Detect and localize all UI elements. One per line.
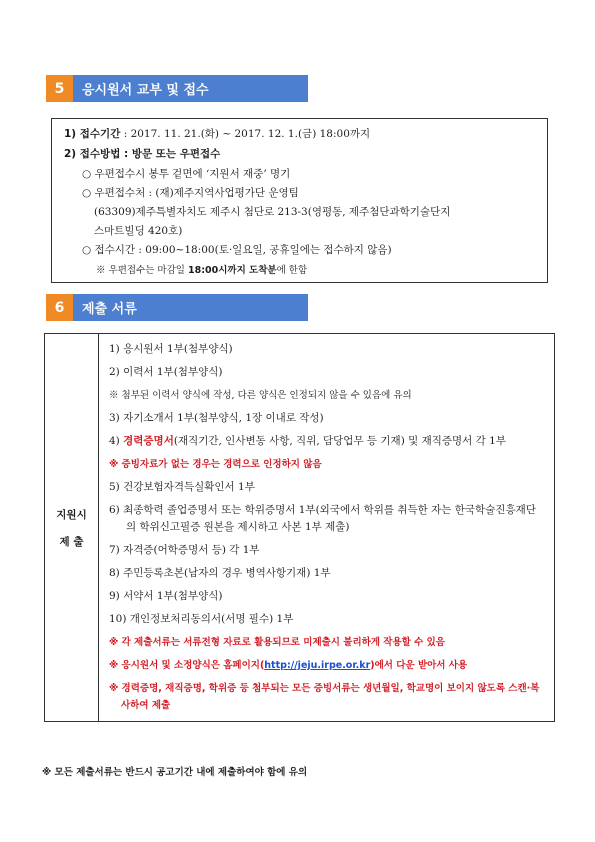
section-5-title: 응시원서 교부 및 접수 xyxy=(73,75,308,102)
documents-table xyxy=(44,333,555,722)
deadline-emphasis: 18:00시까지 도착분 xyxy=(187,265,277,276)
bullet-hours: ○ 접수시간 : 09:00~18:00(토·일요일, 공휴일에는 접수하지 않음) xyxy=(82,244,392,256)
period-line xyxy=(64,126,370,141)
list-item: 9) 서약서 1부(첨부양식) xyxy=(109,590,223,602)
period-value: : 2017. 11. 21.(화) ~ 2017. 12. 1.(금) 18:00까지 xyxy=(123,128,371,140)
homepage-link[interactable]: http://jeju.irpe.or.kr xyxy=(264,660,371,671)
privacy-scan-note: ※ 경력증명, 재직증명, 학위증 등 첨부되는 모든 증빙서류는 생년월일, 학교명이 보이지 않도록 스캔·복사하여 제출 xyxy=(109,683,540,711)
section-6-number: 6 xyxy=(46,294,73,321)
list-item: 6) 최종학력 졸업증명서 또는 학위증명서 1부(외국에서 학위를 취득한 자는 한국학술진흥재단의 학위신고필증 원본을 제시하고 사본 1부 제출) xyxy=(109,504,536,533)
section-5-header xyxy=(46,75,308,102)
footer-note: ※ 모든 제출서류는 반드시 공고기간 내에 제출하여야 함에 유의 xyxy=(42,767,308,778)
list-item: 7) 자격증(어학증명서 등) 각 1부 xyxy=(109,544,260,556)
section-6-header xyxy=(46,294,308,321)
career-cert-emphasis: 경력증명서 xyxy=(123,435,174,447)
homepage-note: ※ 응시원서 및 소정양식은 홈페이지(http://jeju.irpe.or.kr)에서 다운 받아서 사용 xyxy=(109,660,468,671)
submission-warning-note: ※ 각 제출서류는 서류전형 자료로 활용되므로 미제출시 불리하게 작용할 수 있음 xyxy=(109,637,445,648)
list-item: 3) 자기소개서 1부(첨부양식, 1장 이내로 작성) xyxy=(109,412,324,424)
method-line: 2) 접수방법 : 방문 또는 우편접수 xyxy=(64,148,221,160)
list-item: 1) 응시원서 1부(첨부양식) xyxy=(109,343,233,355)
resume-format-note: ※ 첨부된 이력서 양식에 작성, 다른 양식은 인정되지 않을 수 있음에 유의 xyxy=(109,390,412,401)
application-info-box xyxy=(51,118,548,283)
section-5-number: 5 xyxy=(46,75,73,102)
label-top: 지원시 xyxy=(56,508,87,521)
evidence-note: ※ 증빙자료가 없는 경우는 경력으로 인정하지 않음 xyxy=(109,459,322,470)
postal-deadline-note: ※ 우편접수는 마감일 18:00시까지 도착분에 한함 xyxy=(96,265,308,276)
bullet-envelope: ○ 우편접수시 봉투 겉면에 ‘지원서 재중’ 명기 xyxy=(82,168,291,180)
list-item-career: 4) 경력증명서(재직기간, 인사변동 사항, 직위, 담당업무 등 기재) 및 재직증명서 각 1부 xyxy=(109,435,506,447)
list-item: 10) 개인정보처리동의서(서명 필수) 1부 xyxy=(109,613,294,625)
period-label: 1) 접수기간 xyxy=(64,128,121,140)
list-item: 5) 건강보험자격득실확인서 1부 xyxy=(109,481,255,493)
section-6-title: 제출 서류 xyxy=(73,294,308,321)
list-item: 2) 이력서 1부(첨부양식) xyxy=(109,366,223,378)
documents-list-cell xyxy=(99,334,555,722)
documents-label-cell xyxy=(45,334,99,722)
bullet-postal-address: ○ 우편접수처 : (재)제주지역사업평가단 운영팀 xyxy=(82,187,299,199)
list-item: 8) 주민등록초본(남자의 경우 병역사항기재) 1부 xyxy=(109,567,331,579)
postal-address-line1: (63309)제주특별자치도 제주시 첨단로 213-3(영평동, 제주첨단과학기술단지 xyxy=(94,206,451,218)
postal-address-line2: 스마트빌딩 420호) xyxy=(94,225,183,237)
label-bottom: 제 출 xyxy=(59,535,84,548)
